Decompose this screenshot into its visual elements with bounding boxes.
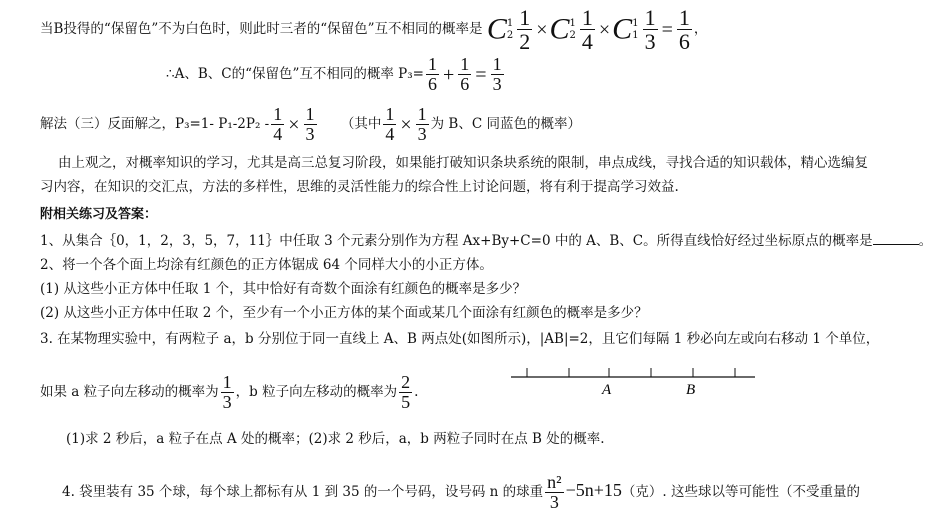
question-3: 3. 在某物理实验中，有两粒子 a，b 分别位于同一直线上 A、B 两点处(如图所示)，|AB|=2，且它们每隔 1 秒必向左或向右移动 1 个单位， [40,331,880,347]
fraction: $\frac{1}{3}$ [417,104,427,144]
combination-c: C [486,12,507,46]
answer-blank [873,230,919,245]
fraction: $\frac{1}{3}$ [305,104,315,144]
fraction: $\frac{\text{n²}}{3}$ [547,472,562,512]
paragraph-line-1: 由上观之，对概率知识的学习，尤其是高三总复习阶段，如果能打破知识条块系统的限制，串点成线，寻找合适的知识载体，精心选编复 [58,155,868,171]
point-b-label: B [686,382,696,398]
fraction: $\frac{1}{4}$ [581,5,593,55]
line-3-text: 解法（三）反面解之，P₃=1- P₁-2P₂ - [40,116,270,132]
question-3-line-2: 如果 a 粒子向左移动的概率为 $\frac{1}{3}$ ，b 粒子向左移动的概率为 $\frac{2}{5}$ . [40,372,419,412]
line-3: 解法（三）反面解之，P₃=1- P₁-2P₂ - $\frac{1}{4}$ × $\frac{1}{3}$ （其中 $\frac{1}{4}$ × $\frac{1}{3}$ 为 B、C 同蓝色的概率） [40,104,581,144]
section-heading: 附相关练习及答案： [40,207,158,222]
question-2-part-1: (1) 从这些小正方体中任取 1 个，其中恰好有奇数个面涂有红颜色的概率是多少？ [40,281,527,297]
paragraph-line-2: 习内容，在知识的交汇点，方法的多样性，思维的灵活性能力的综合性上讨论问题，将有利于提高学习效益. [40,179,679,195]
question-2-part-2: (2) 从这些小正方体中任取 2 个，至少有一个小正方体的某个面或某几个面涂有红颜色的概率是多少？ [40,305,648,321]
result-fraction: $\frac{1}{6}$ [678,5,690,55]
question-3-subparts: (1)求 2 秒后，a 粒子在点 A 处的概率；(2)求 2 秒后，a，b 两粒子同时在点 B 处的概率. [66,431,605,447]
line-2-text: ∴A、B、C的“保留色”互不相同的概率 P₃= [166,66,424,82]
fraction: $\frac{1}{6}$ [428,54,437,94]
fraction: $\frac{1}{4}$ [273,104,283,144]
question-4: 4. 袋里装有 35 个球，每个球上都标有从 1 到 35 的一个号码，设号码 n 的球重 $\frac{\text{n²}}{3}$ −5n+15（克）. 这些球以等可能性（不受重量的 [62,472,860,512]
fraction: $\frac{1}{6}$ [460,54,470,94]
line-2: ∴A、B、C的“保留色”互不相同的概率 P₃= $\frac{1}{6}$ + $\frac{1}{6}$ = $\frac{1}{3}$ [166,54,502,94]
fraction: $\frac{1}{3}$ [644,5,656,55]
point-a-label: A [602,382,612,398]
line-1-text: 当B投得的“保留色”不为白色时，则此时三者的“保留色”互不相同的概率是 [40,21,483,38]
question-2: 2、将一个各个面上均涂有红颜色的正方体锯成 64 个同样大小的小正方体。 [40,257,493,273]
fraction: $\frac{1}{4}$ [385,104,395,144]
combination-indices: 1 2 [506,17,514,41]
fraction: $\frac{1}{3}$ [492,54,502,94]
fraction: $\frac{1}{3}$ [222,372,232,412]
expression: −5n+15 [565,480,622,500]
fraction: $\frac{2}{5}$ [401,372,411,412]
fraction: $\frac{1}{2}$ [519,5,531,55]
line-1: 当B投得的“保留色”不为白色时，则此时三者的“保留色”互不相同的概率是 C 1 2 $\frac{1}{2}$ ×C 1 2 $\frac{1}{4}$ ×C 1 1 $\frac{1}{3}$ = $\frac{1}{6}$ ， [40,5,708,55]
question-1: 1、从集合｛0，1，2，3，5，7，11｝中任取 3 个元素分别作为方程 Ax+By+C=0 中的 A、B、C。所得直线恰好经过坐标原点的概率是 。 [40,230,932,250]
number-line-figure [505,362,765,402]
